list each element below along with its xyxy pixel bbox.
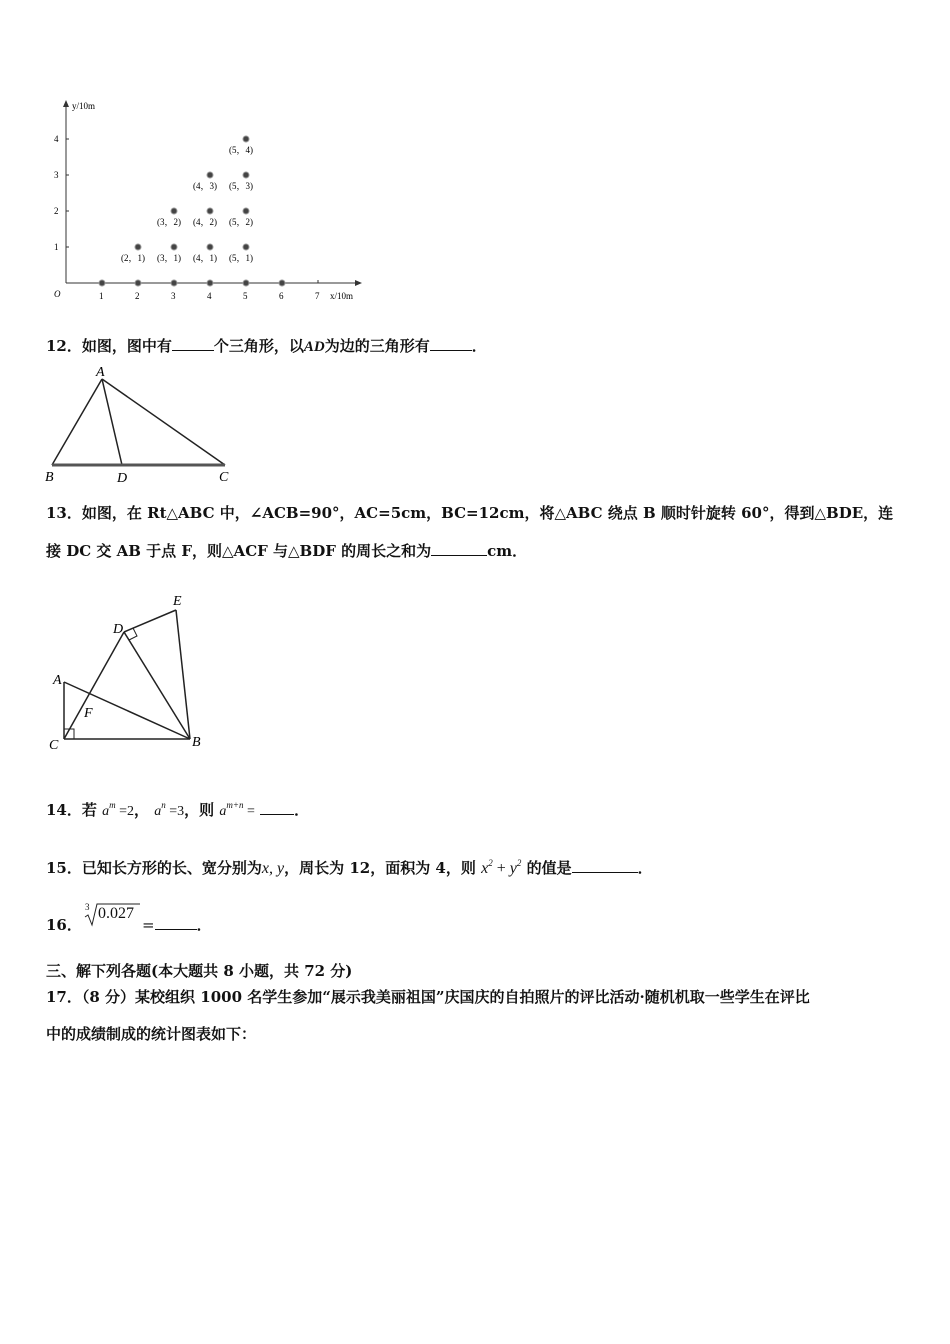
q14-base-3: a [219,804,227,819]
scatter-point [243,208,249,214]
question-13-line-2 [46,541,527,561]
q12-label-a: A [96,365,105,380]
scatter-point-label: (3，2) [157,217,181,227]
scatter-point [171,208,177,214]
q14-end: ． [294,801,310,819]
q12-label-c: C [219,470,229,485]
scatter-point [135,244,141,250]
q12-blank-2[interactable] [430,336,472,351]
q15-expression [481,860,521,877]
scatter-point [171,244,177,250]
scatter-point [207,208,213,214]
q14-exp-2: n [161,800,166,810]
scatter-point [171,280,177,286]
scatter-point [243,280,249,286]
q15-expr-y: y [509,860,517,877]
q16-blank[interactable] [155,915,197,930]
q12-var-ad: AD [303,339,325,355]
q14-base-2: a [154,804,162,819]
q14-exp-3: m+n [226,800,244,810]
y-tick-label: 2 [54,206,59,216]
x-tick-label: 1 [99,291,104,301]
q14-sep: ， [134,801,150,819]
q12-label-d: D [117,471,128,486]
origin-label: O [54,289,61,299]
q14-then: ，则 [184,801,215,819]
q16-radicand: 0.027 [98,905,134,922]
q15-vars: x, y [261,860,285,877]
q13-unit: cm． [487,542,528,560]
scatter-point [207,280,213,286]
scatter-point-label: (2，1) [121,253,145,263]
q17-line-2-text: 中的成绩制成的统计图表如下： [46,1025,257,1043]
x-tick-label: 2 [135,291,140,301]
q15-sq-y: 2 [516,858,522,868]
q16-eq: = [142,916,155,934]
question-17-line-1 [46,987,810,1007]
scatter-point-label: (4，1) [193,253,217,263]
x-tick-label: 3 [171,291,176,301]
q12-end: ． [471,337,487,355]
q13-label-c: C [49,738,59,753]
q13-label-a: A [53,673,62,688]
x-tick-label: 4 [207,291,212,301]
q14-eq: = [247,804,255,819]
y-tick-label: 3 [54,170,59,180]
q14-rhs-2: =3 [169,804,185,819]
q14-power-2 [154,800,185,819]
q13-line-2-text: 接 DC 交 AB 于点 F，则△ACF 与△BDF 的周长之和为 [46,542,432,560]
q13-line-1-text: 13．如图，在 Rt△ABC 中，∠ACB=90°，AC=5cm，BC=12cm，将△ABC 绕点 B 顺时针旋转 60°，得到△BDE，连 [46,504,894,522]
q15-expr-plus: + [496,860,506,877]
scatter-point-label: (5，3) [229,181,253,191]
q13-line-ab [64,682,190,739]
x-axis-label: x/10m [330,291,354,301]
q12-line-ac [102,379,225,465]
q16-number: 16． [46,916,82,934]
q13-blank[interactable] [431,541,487,556]
q12-text-b: 个三角形，以 [213,337,304,355]
q14-exp-1: m [109,800,116,810]
question-16 [46,915,82,935]
q15-text-a: 15．已知长方形的长、宽分别为 [46,859,262,877]
section-heading [46,961,352,981]
q12-label-b: B [45,470,54,485]
q13-label-b: B [192,735,201,750]
question-12 [46,336,487,357]
q15-sq-x: 2 [488,858,493,868]
section-title: 三、解下列各题(本大题共 8 小题，共 72 分) [46,962,353,980]
scatter-ticks [54,134,320,301]
q16-cube-root [84,901,144,927]
question-15 [46,853,653,879]
q13-line-de [124,610,176,632]
q17-line-1-text: 17．（8 分）某校组织 1000 名学生参加“展示我美丽祖国”庆国庆的自拍照片的评比活动·随机机取一些学生在评比 [46,988,810,1006]
q13-rotation-figure [40,588,220,758]
y-tick-label: 4 [54,134,59,144]
scatter-point-label: (5，4) [229,145,253,155]
scatter-point-label: (3，1) [157,253,181,263]
q16-root-index: 3 [85,902,90,912]
scatter-point [99,280,105,286]
y-axis-arrow [63,100,69,107]
y-tick-label: 1 [54,242,59,252]
x-tick-label: 7 [315,291,320,301]
scatter-point-label: (5，1) [229,253,253,263]
scatter-point [207,244,213,250]
scatter-point [207,172,213,178]
q14-blank[interactable] [260,800,294,815]
x-tick-label: 6 [279,291,284,301]
scatter-point [243,244,249,250]
y-axis-label: y/10m [72,101,96,111]
x-tick-label: 5 [243,291,248,301]
q14-rhs-1: =2 [119,804,135,819]
q12-line-ab [52,379,102,465]
q12-number: 12． [46,337,82,355]
scatter-points [99,136,285,286]
scatter-point [243,172,249,178]
q12-text-a: 如图，图中有 [81,337,172,355]
scatter-point-label: (5，2) [229,217,253,227]
q14-power-1 [102,800,135,819]
q15-blank[interactable] [572,858,638,873]
q15-text-c: 的值是 [526,859,572,877]
scatter-point [135,280,141,286]
q14-number: 14．若 [46,801,97,819]
scatter-axes [54,100,362,301]
q12-line-ad [102,379,122,465]
q14-power-3 [219,800,255,819]
question-17-line-2 [46,1024,256,1044]
q13-label-f: F [84,706,93,721]
q14-base-1: a [102,804,110,819]
q12-triangle-figure [40,362,250,487]
scatter-figure [40,95,380,310]
scatter-point-label: (4，2) [193,217,217,227]
q12-blank-1[interactable] [172,336,214,351]
q16-end: ． [196,916,212,934]
q13-label-d: D [113,622,124,637]
x-axis-arrow [355,280,362,286]
question-13-line-1 [46,503,893,523]
q16-answer [142,915,212,935]
question-14 [46,795,309,822]
scatter-point [243,136,249,142]
q15-text-b: ，周长为 12，面积为 4，则 [284,859,476,877]
scatter-point [279,280,285,286]
q15-end: ． [637,859,653,877]
scatter-point-label: (4，3) [193,181,217,191]
q13-label-e: E [173,594,182,609]
q15-expr-x: x [481,860,489,877]
q12-text-c: 为边的三角形有 [324,337,430,355]
